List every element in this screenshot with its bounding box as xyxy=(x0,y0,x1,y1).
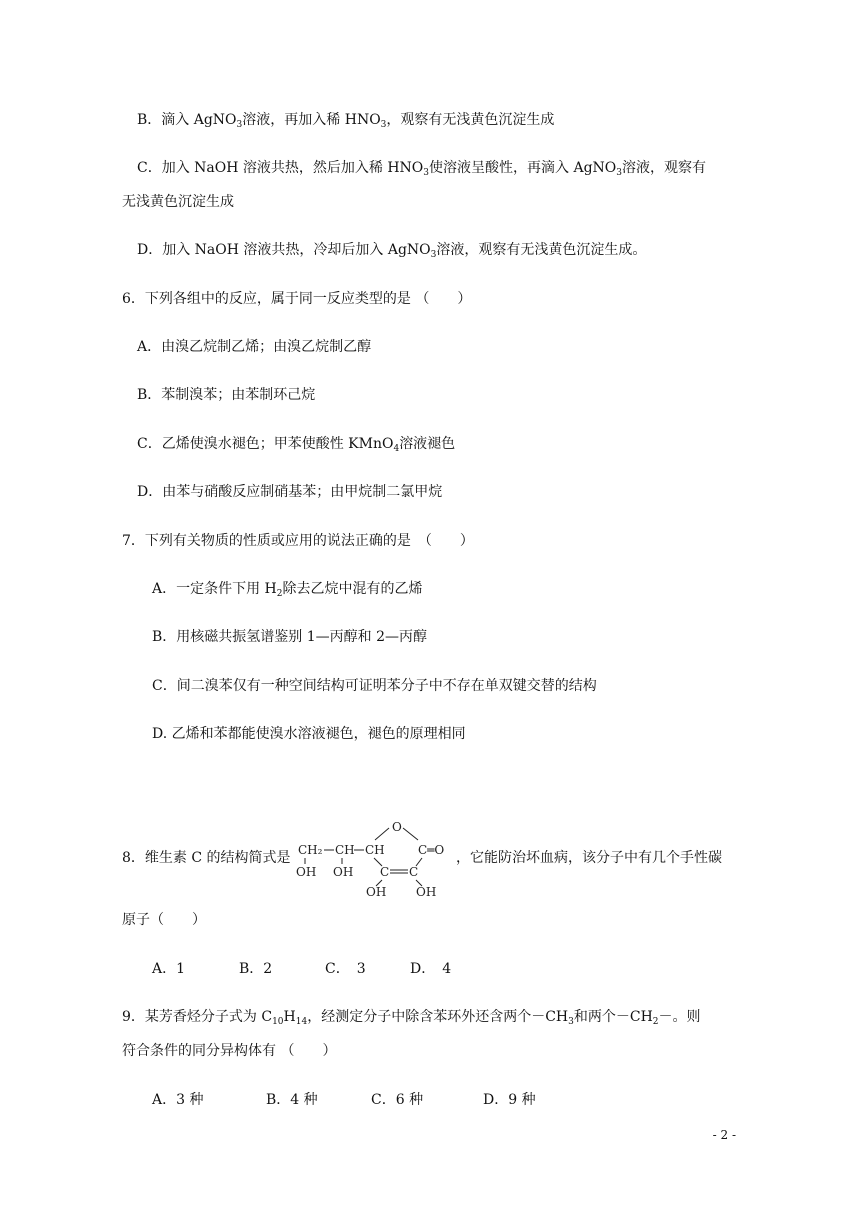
q7-option-b: B．用核磁共振氢谱鉴别 1—丙醇和 2—丙醇 xyxy=(152,629,428,645)
q6-option-b: B．苯制溴苯；由苯制环己烷 xyxy=(137,387,316,403)
q9-options xyxy=(152,1090,536,1110)
q8-options xyxy=(152,959,451,979)
q9-option-b: B．4 种 xyxy=(266,1092,318,1108)
q8-stem-line2: 原子（ ） xyxy=(122,912,206,928)
q6-stem: 6．下列各组中的反应，属于同一反应类型的是 （ ） xyxy=(122,291,472,307)
q5-option-b: B．滴入 AgNO$_3$溶液，再加入稀 $HNO_3$，观察有无浅黄色沉淀生成 xyxy=(137,112,555,130)
q8-option-b: B．2 xyxy=(239,961,273,977)
ch-group-a: CH xyxy=(335,843,355,857)
q6-option-c: C．乙烯使溴水褪色；甲苯使酸性 KMnO$_4$溶液褪色 xyxy=(137,436,456,454)
q8-option-d: D． 4 xyxy=(410,961,452,977)
ch2-group: CH₂ xyxy=(298,843,323,857)
oh-2: OH xyxy=(333,865,354,879)
vitamin-c-structure xyxy=(296,814,456,898)
page-number: - 2 - xyxy=(712,1128,736,1142)
ring-carbon-left: C xyxy=(380,865,390,879)
q9-option-c: C．6 种 xyxy=(371,1092,424,1108)
ring-oxygen: O xyxy=(392,820,402,834)
q9-option-d: D．9 种 xyxy=(483,1092,536,1108)
q8-option-c: C． 3 xyxy=(325,961,366,977)
q7-option-a: A．一定条件下用 $H_2$除去乙烷中混有的乙烯 xyxy=(152,581,423,599)
q9-stem-cont: 符合条件的同分异构体有 （ ） xyxy=(122,1043,337,1059)
q6-option-a: A．由溴乙烷制乙烯；由溴乙烷制乙醇 xyxy=(137,339,372,355)
ring-carbon-right: C xyxy=(409,865,419,879)
q5-option-c-cont: 无浅黄色沉淀生成 xyxy=(122,194,234,210)
oh-3: OH xyxy=(366,885,387,898)
q8-option-a: A．1 xyxy=(152,961,186,977)
q9-stem: 9．某芳香烃分子式为 $C_{10}H_{14}$，经测定分子中除含苯环外还含两个$-CH_3$和两个$-CH_2-$。则 xyxy=(122,1009,701,1027)
q5-option-c: C．加入 NaOH 溶液共热，然后加入稀 $HNO_3$使溶液呈酸性，再滴入 AgNO$_3$溶液，观察有 xyxy=(137,160,707,178)
q7-stem: 7．下列有关物质的性质或应用的说法正确的是 （ ） xyxy=(122,533,474,549)
q5-option-d: D．加入 NaOH 溶液共热，冷却后加入 AgNO$_3$溶液，观察有无浅黄色沉淀生成。 xyxy=(137,242,647,260)
q9-option-a: A．3 种 xyxy=(152,1092,204,1108)
q8-stem-post: ，它能防治坏血病，该分子中有几个手性碳 xyxy=(456,850,722,866)
q7-option-d: D. 乙烯和苯都能使溴水溶液褪色，褪色的原理相同 xyxy=(152,726,466,742)
oh-4: OH xyxy=(416,885,437,898)
q6-option-d: D．由苯与硝酸反应制硝基苯；由甲烷制二氯甲烷 xyxy=(137,484,443,500)
carbonyl-group: C═O xyxy=(418,843,445,857)
oh-1: OH xyxy=(296,865,317,879)
ch-group-b: CH xyxy=(365,843,385,857)
q8-stem-pre: 8．维生素 C 的结构简式是 xyxy=(122,850,291,866)
q7-option-c: C．间二溴苯仅有一种空间结构可证明苯分子中不存在单双键交替的结构 xyxy=(152,678,597,694)
